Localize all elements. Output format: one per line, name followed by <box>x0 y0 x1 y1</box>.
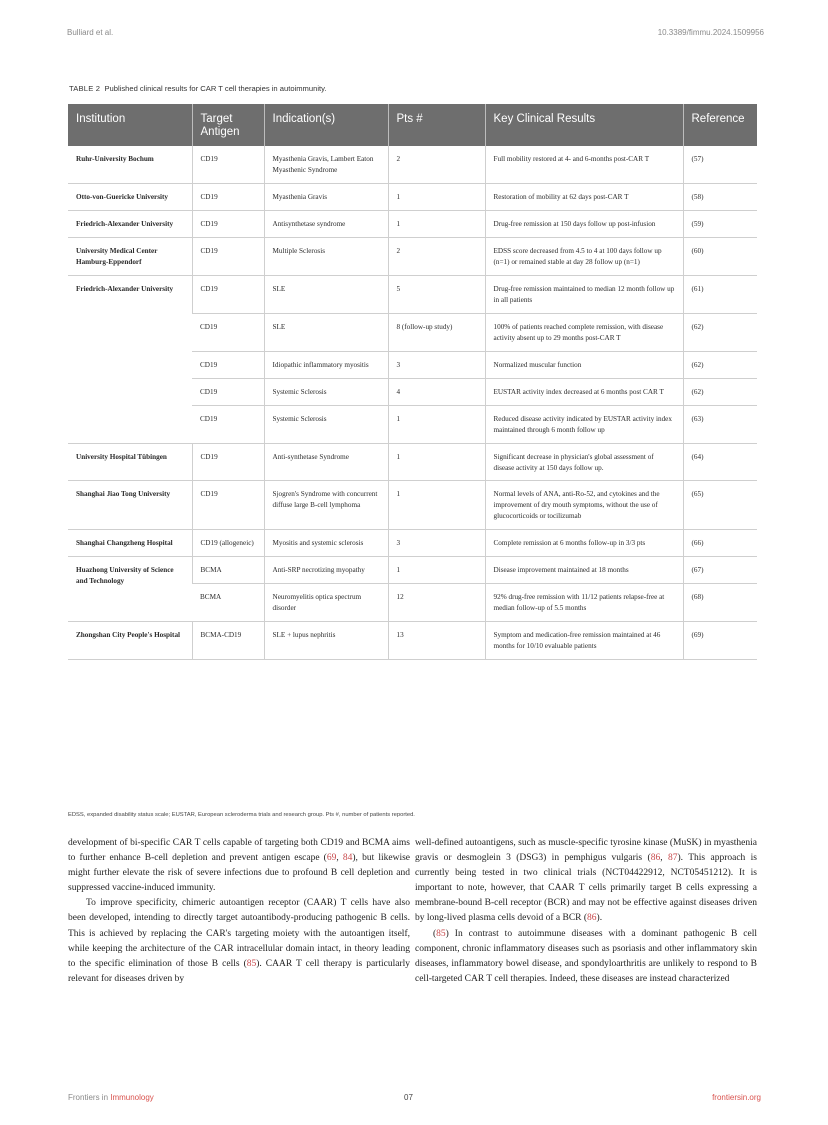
cell-indication: Anti-synthetase Syndrome <box>264 443 388 481</box>
col-header-target-antigen: Target Antigen <box>192 104 264 146</box>
cell-antigen: CD19 <box>192 481 264 530</box>
cell-reference-link[interactable]: (62) <box>683 378 757 405</box>
col-header-pts: Pts # <box>388 104 485 146</box>
cell-pts: 4 <box>388 378 485 405</box>
citation-link[interactable]: 85 <box>246 958 257 969</box>
table-row <box>68 238 757 276</box>
cell-reference-link[interactable]: (62) <box>683 313 757 351</box>
body-text: ). CAAR T cell therapy is particularly relevant for diseases driven by <box>68 958 410 984</box>
citation-link[interactable]: 69 <box>326 853 337 864</box>
cell-institution: Otto-von-Guericke University <box>68 184 192 211</box>
cell-reference-link[interactable]: (60) <box>683 238 757 276</box>
cell-results: Disease improvement maintained at 18 months <box>485 557 683 584</box>
cell-pts: 2 <box>388 238 485 276</box>
cell-indication: Systemic Sclerosis <box>264 405 388 443</box>
table-row <box>68 276 757 314</box>
cell-indication: SLE <box>264 313 388 351</box>
cell-antigen: CD19 <box>192 313 264 351</box>
cell-antigen: CD19 <box>192 378 264 405</box>
table-row <box>68 481 757 530</box>
body-text: ), but likewise might further elevate the risk of severe infections due to profound B cell depletion and suppressed vaccine-induced immunity. <box>68 853 411 894</box>
col-header-institution: Institution <box>68 104 192 146</box>
table-header-row <box>68 104 757 146</box>
cell-institution: Friedrich-Alexander University <box>68 211 192 238</box>
cell-antigen: CD19 <box>192 211 264 238</box>
table-row <box>68 530 757 557</box>
cell-reference-link[interactable]: (62) <box>683 351 757 378</box>
table-row <box>68 557 757 584</box>
cell-antigen: CD19 <box>192 405 264 443</box>
cell-institution: Zhongshan City People's Hospital <box>68 622 192 660</box>
footer-site-link[interactable]: frontiersin.org <box>712 1093 761 1102</box>
body-column-left <box>68 836 410 987</box>
cell-pts: 3 <box>388 351 485 378</box>
cell-institution: University Medical Center Hamburg-Eppendorf <box>68 238 192 276</box>
cell-antigen: CD19 <box>192 184 264 211</box>
cell-indication: Myasthenia Gravis <box>264 184 388 211</box>
cell-reference-link[interactable]: (61) <box>683 276 757 314</box>
cell-antigen: CD19 <box>192 146 264 183</box>
citation-link[interactable]: 84 <box>342 853 353 864</box>
cell-results: Normal levels of ANA, anti-Ro-52, and cytokines and the improvement of dry mouth symptoms, without the use of glucocorticoids or tocilizumab <box>485 481 683 530</box>
body-text: ). This approach is currently being tested in two clinical trials (NCT04422912, NCT05451212). It is important to note, however, that CAAR T cells primarily target B cells expressing a membrane-bound B-cell receptor (BCR) and may not be effective against diseases driven by long-lived plasma cells devoid of a BCR ( <box>415 853 758 924</box>
table-row <box>68 146 757 183</box>
running-header-authors: Bulliard et al. <box>67 28 114 37</box>
cell-antigen: BCMA-CD19 <box>192 622 264 660</box>
cell-institution: Shanghai Jiao Tong University <box>68 481 192 530</box>
cell-indication: Myasthenia Gravis, Lambert Eaton Myasthenic Syndrome <box>264 146 388 183</box>
citation-link[interactable]: 87 <box>667 853 678 864</box>
cell-indication: Idiopathic inflammatory myositis <box>264 351 388 378</box>
cell-indication: Antisynthetase syndrome <box>264 211 388 238</box>
table-row <box>68 184 757 211</box>
body-text: well-defined autoantigens, such as muscle-specific tyrosine kinase (MuSK) in myasthenia gravis or desmoglein 3 (DSG3) in pemphigus vulgaris ( <box>415 838 757 864</box>
cell-antigen: CD19 <box>192 351 264 378</box>
cell-pts: 5 <box>388 276 485 314</box>
cell-pts: 8 (follow-up study) <box>388 313 485 351</box>
col-header-key-results: Key Clinical Results <box>485 104 683 146</box>
cell-reference-link[interactable]: (65) <box>683 481 757 530</box>
table-label: TABLE 2 <box>69 84 101 93</box>
body-text: , <box>336 853 343 864</box>
citation-link[interactable]: 85 <box>436 928 446 939</box>
cell-results: 100% of patients reached complete remission, with disease activity absent up to 29 months post-CAR T <box>485 313 683 351</box>
table-row <box>68 622 757 660</box>
cell-pts: 1 <box>388 405 485 443</box>
cell-pts: 1 <box>388 211 485 238</box>
cell-results: Symptom and medication-free remission maintained at 46 months for 10/10 evaluable patients <box>485 622 683 660</box>
cell-pts: 1 <box>388 443 485 481</box>
table-row <box>68 211 757 238</box>
cell-indication: Systemic Sclerosis <box>264 378 388 405</box>
cell-indication: Myositis and systemic sclerosis <box>264 530 388 557</box>
col-header-reference: Reference <box>683 104 757 146</box>
cell-results: Restoration of mobility at 62 days post-CAR T <box>485 184 683 211</box>
cell-reference-link[interactable]: (59) <box>683 211 757 238</box>
cell-reference-link[interactable]: (68) <box>683 584 757 622</box>
cell-results: EUSTAR activity index decreased at 6 months post CAR T <box>485 378 683 405</box>
body-paragraph <box>415 836 757 927</box>
cell-indication: Multiple Sclerosis <box>264 238 388 276</box>
cell-indication: Anti-SRP necrotizing myopathy <box>264 557 388 584</box>
cell-pts: 2 <box>388 146 485 183</box>
body-paragraph: (85) In contrast to autoimmune diseases with a dominant pathogenic B cell component, chronic inflammatory diseases such as psoriasis and other inflammatory skin diseases, inflammatory bowel disease, and spondyloarthritis are unlikely to respond to B cell-targeted CAR T cell therapies. Indeed, these diseases are instead characterized <box>415 928 757 984</box>
cell-pts: 1 <box>388 481 485 530</box>
citation-link[interactable]: 86 <box>587 913 597 924</box>
cell-reference-link[interactable]: (64) <box>683 443 757 481</box>
footer-journal-name: Immunology <box>110 1093 154 1102</box>
citation-link[interactable]: 86 <box>650 853 661 864</box>
cell-results: EDSS score decreased from 4.5 to 4 at 100 days follow up (n=1) or remained stable at day 28 follow up (n=1) <box>485 238 683 276</box>
cell-antigen: CD19 <box>192 276 264 314</box>
cell-reference-link[interactable]: (63) <box>683 405 757 443</box>
cell-results: Full mobility restored at 4- and 6-months post-CAR T <box>485 146 683 183</box>
cell-pts: 13 <box>388 622 485 660</box>
table-title: Published clinical results for CAR T cell therapies in autoimmunity. <box>104 84 327 93</box>
cell-institution: Shanghai Changzheng Hospital <box>68 530 192 557</box>
cell-institution: Ruhr-University Bochum <box>68 146 192 183</box>
cell-institution: Friedrich-Alexander University <box>68 276 192 444</box>
cell-antigen: CD19 (allogeneic) <box>192 530 264 557</box>
body-column-right <box>415 836 757 987</box>
cell-results: Significant decrease in physician's global assessment of disease activity at 150 days follow up. <box>485 443 683 481</box>
cell-reference-link[interactable]: (67) <box>683 557 757 584</box>
table-caption <box>69 84 326 93</box>
cell-pts: 1 <box>388 557 485 584</box>
cell-institution: University Hospital Tübingen <box>68 443 192 481</box>
cell-antigen: BCMA <box>192 584 264 622</box>
body-text: , <box>660 853 668 864</box>
body-text: development of bi-specific CAR T cells capable of targeting both CD19 and BCMA aims to further enhance B-cell depletion and prevent antigen escape ( <box>68 838 410 864</box>
cell-indication: Neuromyelitis optica spectrum disorder <box>264 584 388 622</box>
table-row <box>68 443 757 481</box>
cell-reference-link[interactable]: (69) <box>683 622 757 660</box>
running-header-doi: 10.3389/fimmu.2024.1509956 <box>657 28 764 37</box>
body-text: In contrast to autoimmune diseases with a dominant pathogenic B cell component, chronic inflammatory diseases such as psoriasis and other inflammatory skin diseases, inflammatory bowel disease, and spondyloarthritis are unlikely to respond to B cell-targeted CAR T cell therapies. Indeed, these diseases are instead characterized <box>415 928 757 984</box>
cell-results: Normalized muscular function <box>485 351 683 378</box>
body-paragraph <box>68 896 410 987</box>
body-text: ). <box>596 913 603 924</box>
cell-reference-link[interactable]: (57) <box>683 146 757 183</box>
clinical-results-table <box>68 104 757 660</box>
footer-journal-prefix: Frontiers in <box>68 1093 111 1102</box>
cell-results: Complete remission at 6 months follow-up in 3/3 pts <box>485 530 683 557</box>
cell-results: Reduced disease activity indicated by EUSTAR activity index maintained through 6 month follow up <box>485 405 683 443</box>
cell-antigen: CD19 <box>192 238 264 276</box>
cell-antigen: BCMA <box>192 557 264 584</box>
cell-antigen: CD19 <box>192 443 264 481</box>
cell-indication: SLE + lupus nephritis <box>264 622 388 660</box>
cell-pts: 12 <box>388 584 485 622</box>
cell-results: Drug-free remission maintained to median 12 month follow up in all patients <box>485 276 683 314</box>
table-footnote: EDSS, expanded disability status scale; EUSTAR, European scleroderma trials and research group. Pts #, number of patients reported. <box>68 812 415 818</box>
cell-pts: 3 <box>388 530 485 557</box>
cell-institution: Huazhong University of Science and Technology <box>68 557 192 622</box>
body-text: To improve specificity, chimeric autoantigen receptor (CAAR) T cells have also been developed, intending to directly target autoantibody-producing pathogenic B cells. This is achieved by replacing the CAR's targeting moiety with the autoantigen itself, while keeping the architecture of the CAR intracellular domain intact, in theory leading to the specific elimination of those B cells ( <box>68 898 410 969</box>
cell-reference-link[interactable]: (58) <box>683 184 757 211</box>
cell-pts: 1 <box>388 184 485 211</box>
cell-results: Drug-free remission at 150 days follow up post-infusion <box>485 211 683 238</box>
cell-results: 92% drug-free remission with 11/12 patients relapse-free at median follow-up of 5.5 months <box>485 584 683 622</box>
cell-reference-link[interactable]: (66) <box>683 530 757 557</box>
footer-journal <box>68 1093 154 1102</box>
body-paragraph <box>68 836 410 896</box>
page-number: 07 <box>404 1093 413 1102</box>
cell-indication: Sjogren's Syndrome with concurrent diffuse large B-cell lymphoma <box>264 481 388 530</box>
col-header-indications: Indication(s) <box>264 104 388 146</box>
cell-indication: SLE <box>264 276 388 314</box>
